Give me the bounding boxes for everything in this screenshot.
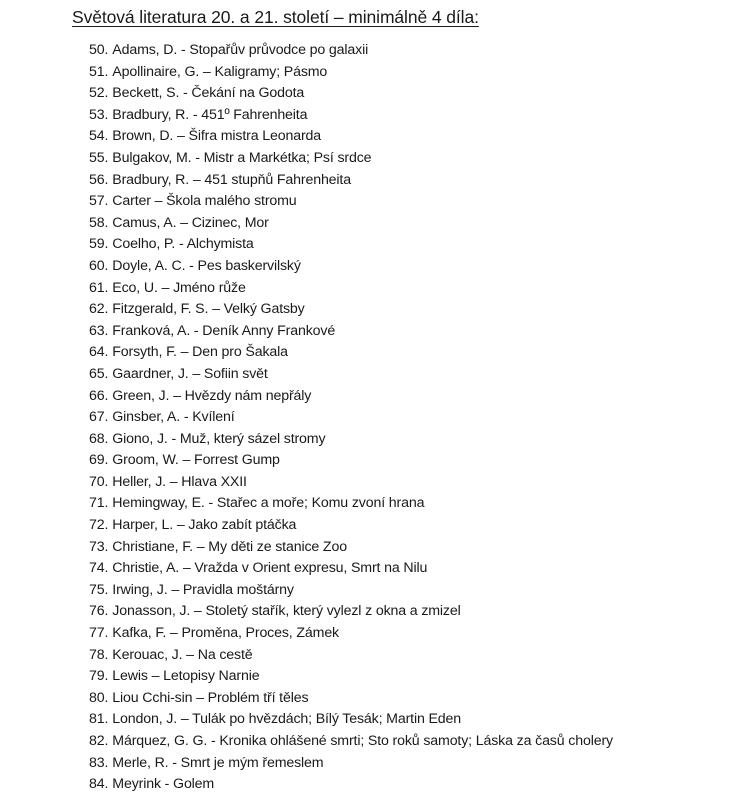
list-item	[89, 774, 613, 796]
item-number: 62.	[89, 301, 109, 318]
item-text: Lewis – Letopisy Narnie	[112, 668, 260, 685]
item-number: 56.	[89, 171, 109, 188]
list-item	[89, 558, 613, 580]
item-text: Heller, J. – Hlava XXII	[112, 473, 247, 490]
list-item	[89, 386, 613, 408]
item-number: 64.	[89, 344, 109, 361]
item-text: Apollinaire, G. – Kaligramy; Pásmo	[112, 63, 328, 80]
item-text: Bulgakov, M. - Mistr a Markétka; Psí srdce	[112, 149, 372, 166]
item-number: 83.	[89, 754, 109, 771]
item-number: 50.	[89, 42, 109, 58]
list-item	[89, 62, 613, 84]
item-text: Franková, A. - Deník Anny Frankové	[112, 322, 336, 339]
list-item	[89, 688, 613, 710]
list-item	[89, 83, 613, 105]
list-item	[89, 429, 613, 451]
item-text: Fitzgerald, F. S. – Velký Gatsby	[112, 301, 305, 318]
item-number: 66.	[89, 387, 109, 404]
item-number: 84.	[89, 776, 109, 793]
item-number: 75.	[89, 581, 109, 598]
item-number: 69.	[89, 452, 109, 469]
item-text: Camus, A. – Cizinec, Mor	[112, 214, 269, 231]
item-text: Christie, A. – Vražda v Orient expresu, Smrt na Nilu	[112, 560, 428, 577]
book-list	[89, 40, 613, 796]
item-text: Giono, J. - Muž, který sázel stromy	[112, 430, 326, 447]
list-item	[89, 753, 613, 775]
list-item	[89, 601, 613, 623]
item-text: Hemingway, E. - Stařec a moře; Komu zvoní hrana	[112, 495, 425, 512]
list-item	[89, 170, 613, 192]
item-text: Bradbury, R. - 451º Fahrenheita	[112, 106, 308, 123]
item-number: 81.	[89, 711, 109, 728]
item-number: 78.	[89, 646, 109, 663]
item-text: Jonasson, J. – Stoletý stařík, který vylezl z okna a zmizel	[112, 603, 461, 620]
item-number: 60.	[89, 257, 109, 274]
list-item	[89, 321, 613, 343]
list-item	[89, 645, 613, 667]
item-number: 74.	[89, 560, 109, 577]
item-number: 72.	[89, 517, 109, 534]
item-number: 77.	[89, 625, 109, 642]
item-text: Márquez, G. G. - Kronika ohlášené smrti; Sto roků samoty; Láska za časů cholery	[112, 733, 613, 749]
list-item	[89, 493, 613, 515]
item-text: London, J. – Tulák po hvězdách; Bílý Tesák; Martin Eden	[112, 711, 462, 728]
item-text: Gaardner, J. – Sofiin svět	[112, 365, 268, 382]
list-item	[89, 472, 613, 494]
item-number: 73.	[89, 538, 109, 555]
item-text: Adams, D. - Stopařův průvodce po galaxii	[112, 42, 369, 58]
section-heading: Světová literatura 20. a 21. století – minimálně 4 díla:	[72, 7, 479, 27]
item-text: Kerouac, J. – Na cestě	[112, 646, 253, 663]
item-text: Liou Cchi-sin – Problém tří těles	[112, 689, 309, 706]
item-text: Brown, D. – Šifra mistra Leonarda	[112, 128, 322, 145]
item-number: 82.	[89, 733, 109, 749]
list-item	[89, 709, 613, 731]
item-text: Harper, L. – Jako zabít ptáčka	[112, 517, 297, 534]
item-text: Forsyth, F. – Den pro Šakala	[112, 344, 288, 361]
item-number: 53.	[89, 106, 109, 123]
item-text: Green, J. – Hvězdy nám nepřály	[112, 387, 312, 404]
item-text: Irwing, J. – Pravidla moštárny	[112, 581, 294, 598]
item-number: 79.	[89, 668, 109, 685]
item-number: 54.	[89, 128, 109, 145]
item-text: Meyrink - Golem	[112, 776, 215, 793]
item-text: Groom, W. – Forrest Gump	[112, 452, 280, 469]
list-item	[89, 537, 613, 559]
item-text: Doyle, A. C. - Pes baskervilský	[112, 257, 301, 274]
list-item	[89, 666, 613, 688]
item-text: Ginsber, A. - Kvílení	[112, 409, 235, 426]
item-number: 59.	[89, 236, 109, 253]
list-item	[89, 450, 613, 472]
item-number: 52.	[89, 85, 109, 102]
item-number: 61.	[89, 279, 109, 296]
list-item	[89, 213, 613, 235]
item-text: Christiane, F. – My děti ze stanice Zoo	[112, 538, 347, 555]
item-text: Merle, R. - Smrt je mým řemeslem	[112, 754, 324, 771]
list-item	[89, 407, 613, 429]
list-item	[89, 148, 613, 170]
item-number: 63.	[89, 322, 109, 339]
item-number: 65.	[89, 365, 109, 382]
list-item	[89, 299, 613, 321]
list-item	[89, 234, 613, 256]
item-text: Bradbury, R. – 451 stupňů Fahrenheita	[112, 171, 351, 188]
list-item	[89, 256, 613, 278]
list-item	[89, 364, 613, 386]
item-number: 57.	[89, 193, 109, 210]
list-item	[89, 191, 613, 213]
list-item	[89, 731, 613, 753]
item-number: 80.	[89, 689, 109, 706]
item-text: Kafka, F. – Proměna, Proces, Zámek	[112, 625, 340, 642]
list-item	[89, 105, 613, 127]
list-item	[89, 342, 613, 364]
list-item	[89, 278, 613, 300]
item-text: Coelho, P. - Alchymista	[112, 236, 254, 253]
list-item	[89, 40, 613, 62]
item-number: 51.	[89, 63, 109, 80]
item-text: Carter – Škola malého stromu	[112, 193, 297, 210]
item-number: 67.	[89, 409, 109, 426]
item-text: Eco, U. – Jméno růže	[112, 279, 246, 296]
item-text: Beckett, S. - Čekání na Godota	[112, 85, 305, 102]
list-item	[89, 515, 613, 537]
item-number: 71.	[89, 495, 109, 512]
item-number: 76.	[89, 603, 109, 620]
list-item	[89, 623, 613, 645]
list-item	[89, 580, 613, 602]
item-number: 55.	[89, 149, 109, 166]
item-number: 68.	[89, 430, 109, 447]
item-number: 58.	[89, 214, 109, 231]
item-number: 70.	[89, 473, 109, 490]
list-item	[89, 126, 613, 148]
